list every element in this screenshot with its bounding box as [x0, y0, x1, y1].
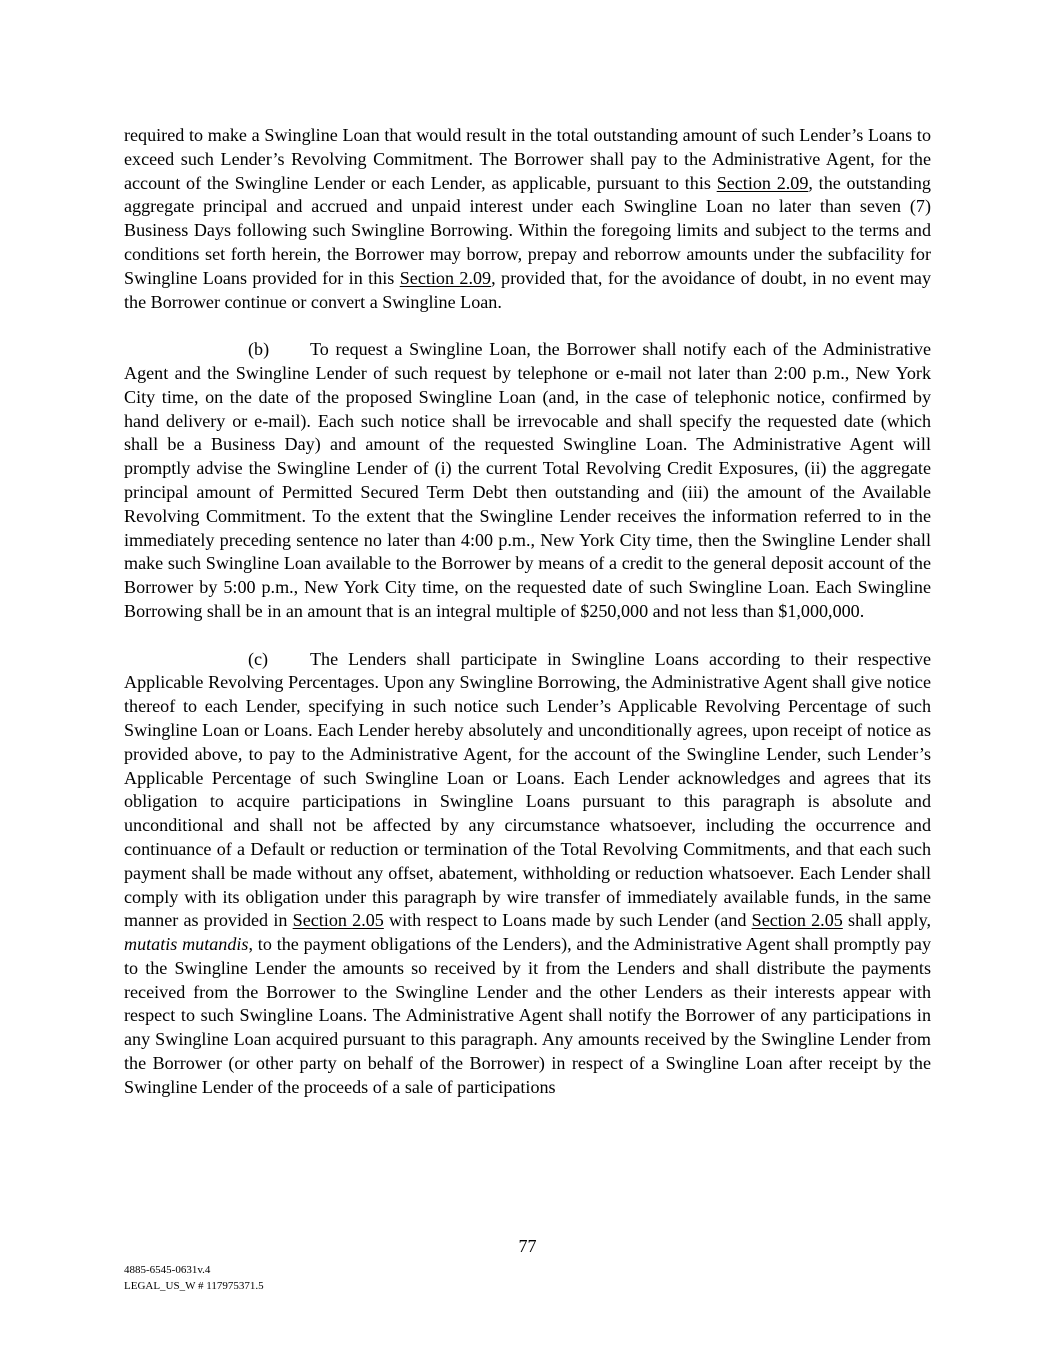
paragraph-text: To request a Swingline Loan, the Borrower shall notify each of the Administrative Agent and the Swingline Lender of such request by telephone or e-mail not later than 2:00 p.m., New York City time, on the date of the proposed Swingline Loan (and, in the case of telephonic notice, confirmed by hand delivery or e-mail). Each such notice shall be irrevocable and shall specify the requested date (which shall be a Business Day) and amount of the requested Swingline Loan. The Administrative Agent will promptly advise the Swingline Lender of (i) the current Total Revolving Credit Exposures, (ii) the aggregate principal amount of Permitted Secured Term Debt then outstanding and (iii) the amount of the Available Revolving Commitment. To the extent that the Swingline Lender receives the information referred to in the immediately preceding sentence no later than 4:00 p.m., New York City time, then the Swingline Lender shall make such Swingline Loan available to the Borrower by means of a credit to the general deposit account of the Borrower by 5:00 p.m., New York City time, on the requested date of such Swingline Loan. Each Swingline Borrowing shall be in an amount that is an integral multiple of $250,000 and not less than $1,000,000.	[124, 339, 931, 621]
legal-id: LEGAL_US_W # 117975371.5	[124, 1280, 264, 1292]
paragraph-b	[124, 338, 931, 624]
document-body	[124, 124, 931, 1100]
paragraph-text: , the outstanding aggregate principal and accrued and unpaid interest under each Swingline Loan no later than seven (7) Business Days following such Swingline Borrowing. Within the foregoing limits and subject to the terms and conditions set forth herein, the Borrower may borrow, prepay and reborrow amounts under the subfacility for Swingline Loans provided for in this	[124, 172, 931, 288]
paragraph-text: The Lenders shall participate in Swingline Loans according to their respective Applicable Revolving Percentages. Upon any Swingline Borrowing, the Administrative Agent shall give notice thereof to each Lender, specifying in such notice such Lender’s Applicable Revolving Percentage of such Swingline Loan or Loans. Each Lender hereby absolutely and unconditionally agrees, upon receipt of notice as provided above, to pay to the Administrative Agent, for the account of the Swingline Lender, such Lender’s Applicable Percentage of such Swingline Loan or Loans. Each Lender acknowledges and agrees that its obligation to acquire participations in Swingline Loans pursuant to this paragraph is absolute and unconditional and shall not be affected by any circumstance whatsoever, including the occurrence and continuance of a Default or reduction or termination of the Total Revolving Commitments, and that each such payment shall be made without any offset, abatement, withholding or reduction whatsoever. Each Lender shall comply with its obligation under this paragraph by wire transfer of immediately available funds, in the same manner as provided in	[124, 648, 931, 931]
paragraph-text: with respect to Loans made by such Lender (and	[383, 910, 752, 931]
section-reference: Section 2.09	[399, 267, 492, 288]
paragraph-text: shall apply,	[842, 910, 931, 931]
paragraph-text: , provided that, for the avoidance of doubt, in no event may the Borrower continue or convert a Swingline Loan.	[124, 267, 932, 312]
document-id: 4885-6545-0631v.4	[124, 1264, 211, 1276]
paragraph-label: (b)	[248, 339, 270, 360]
latin-term: mutatis mutandis	[124, 934, 249, 955]
paragraph-c	[124, 648, 931, 1100]
document-footer	[124, 1262, 264, 1294]
paragraph-continuation	[124, 124, 931, 314]
paragraph-label: (c)	[248, 648, 269, 669]
page-number: 77	[518, 1236, 537, 1256]
section-reference: Section 2.05	[292, 910, 384, 931]
paragraph-text: , to the payment obligations of the Lenders), and the Administrative Agent shall promptly pay to the Swingline Lender the amounts so received by it from the Lenders and shall distribute the payments received from the Borrower to the Swingline Lender and the other Lenders as their interests appear with respect to such Swingline Loans. The Administrative Agent shall notify the Borrower of any participations in any Swingline Loan acquired pursuant to this paragraph. Any amounts received by the Swingline Lender from the Borrower (or other party on behalf of the Borrower) in respect of a Swingline Loan after receipt by the Swingline Lender of the proceeds of a sale of participations	[124, 934, 931, 1097]
paragraph-text: required to make a Swingline Loan that would result in the total outstanding amount of such Lender’s Loans to exceed such Lender’s Revolving Commitment. The Borrower shall pay to the Administrative Agent, for the account of the Swingline Lender or each Lender, as applicable, pursuant to this	[124, 125, 931, 193]
section-reference: Section 2.05	[751, 910, 843, 931]
section-reference: Section 2.09	[716, 172, 809, 193]
